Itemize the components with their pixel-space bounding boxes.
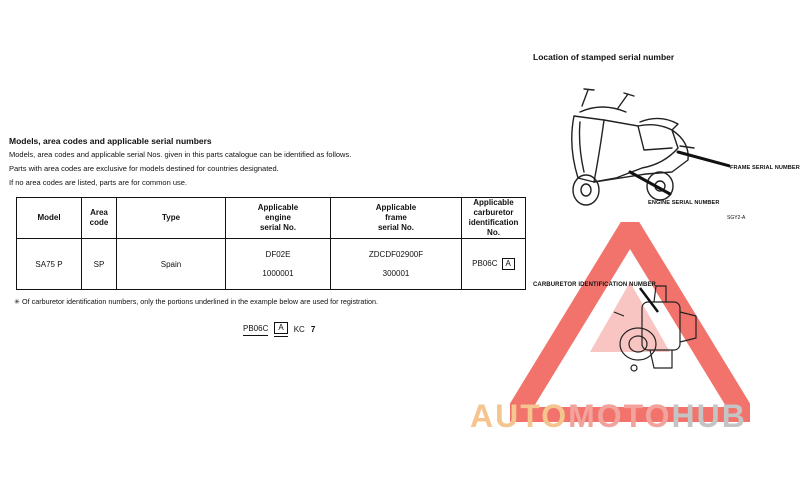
cell-carburetor-id: PB06C A <box>462 239 526 290</box>
asterisk-icon: ✳ <box>14 297 21 306</box>
engine-serial-label: ENGINE SERIAL NUMBER <box>648 200 720 206</box>
cell-area-code: SP <box>82 239 117 290</box>
header-carburetor-id: Applicable carburetor identification No. <box>462 198 526 239</box>
cell-frame-serial: ZDCDF02900F 300001 <box>331 239 462 290</box>
carburetor-id-label: CARBURETOR IDENTIFICATION NUMBER <box>533 282 656 288</box>
example-box: A <box>274 322 287 334</box>
footnote <box>14 297 378 306</box>
cell-model: SA75 P <box>17 239 82 290</box>
cell-type: Spain <box>117 239 226 290</box>
header-engine-serial: Applicable engine serial No. <box>226 198 331 239</box>
serial-number-table <box>16 197 526 290</box>
footnote-text: Of carburetor identification numbers, only the portions underlined in the example below are used for registration. <box>22 297 379 306</box>
example-code <box>243 322 315 340</box>
carburetor-drawing <box>600 282 710 382</box>
intro-paragraph-1: Models, area codes and applicable serial Nos. given in this parts catalogue can be identified as follows. <box>9 150 352 159</box>
table-row <box>17 239 526 290</box>
scooter-drawing <box>560 86 730 211</box>
example-mark: 7 <box>310 325 316 334</box>
section-title: Models, area codes and applicable serial numbers <box>9 136 212 146</box>
intro-paragraph-3: If no area codes are listed, parts are for common use. <box>9 178 188 187</box>
stamp-location-title: Location of stamped serial number <box>533 52 675 62</box>
frame-serial-label: FRAME SERIAL NUMBER <box>730 165 800 171</box>
header-type: Type <box>117 198 226 239</box>
watermark-text: AUTOMOTOHUB <box>470 398 747 434</box>
table-header-row <box>17 198 526 239</box>
header-model: Model <box>17 198 82 239</box>
cell-engine-serial: DF02E 1000001 <box>226 239 331 290</box>
intro-paragraph-2: Parts with area codes are exclusive for models destined for countries designated. <box>9 164 279 173</box>
example-main: PB06C <box>243 324 268 336</box>
drawing-code: SGY2-A <box>727 215 746 221</box>
carb-boxed-code: A <box>502 258 515 270</box>
header-frame-serial: Applicable frame serial No. <box>331 198 462 239</box>
example-suffix: KC <box>293 325 305 334</box>
header-area-code: Area code <box>82 198 117 239</box>
